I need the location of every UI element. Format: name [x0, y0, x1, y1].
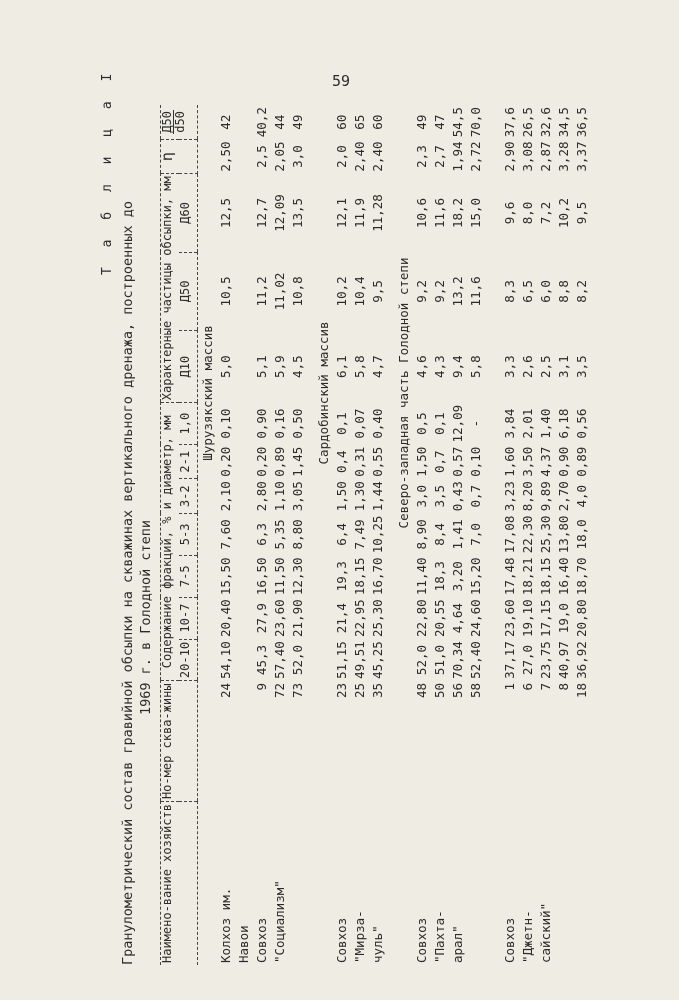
value-cell: 7,2: [537, 201, 553, 225]
value-cell: 11,28: [369, 194, 385, 232]
farm-cell: "Пахта-: [431, 910, 447, 963]
value-cell: 1,40: [537, 408, 553, 439]
value-cell: 20,55: [431, 599, 447, 637]
value-cell: 3,3: [501, 355, 517, 378]
value-cell: 0,50: [289, 408, 305, 439]
value-cell: 54,5: [449, 107, 465, 138]
section-header-row: [198, 105, 217, 965]
value-cell: 26,5: [519, 107, 535, 138]
value-cell: 0,40: [369, 408, 385, 439]
value-cell: 0,10: [217, 408, 233, 439]
header-fraction-col: 10-7: [179, 597, 198, 639]
value-cell: 15,0: [467, 197, 483, 229]
farm-cell: Совхоз: [501, 917, 517, 963]
header-fraction-col: 20-10: [179, 639, 198, 681]
value-cell: 10,5: [217, 276, 233, 307]
value-cell: 3,28: [555, 141, 571, 172]
value-cell: 18,15: [351, 557, 367, 596]
value-cell: [234, 444, 252, 478]
well-cell: 1: [501, 682, 517, 691]
well-cell: 24: [217, 682, 233, 699]
value-cell: 60: [333, 114, 349, 130]
value-cell: 54,10: [217, 641, 233, 679]
value-cell: 37,17: [501, 641, 517, 679]
value-cell: [234, 555, 252, 597]
value-cell: 6,4: [333, 523, 349, 546]
value-cell: 3,1: [555, 355, 571, 378]
value-cell: 0,1: [333, 412, 349, 435]
farm-cell: [572, 802, 590, 965]
well-cell: 56: [449, 682, 465, 699]
value-cell: 5,35: [271, 519, 287, 550]
value-cell: 15,20: [467, 557, 483, 596]
value-cell: 3,08: [519, 141, 535, 172]
header-particle-col: Д50: [179, 252, 198, 330]
farm-cell: Совхоз: [253, 917, 269, 963]
value-cell: 0,16: [271, 408, 287, 439]
table-row: [466, 105, 484, 965]
value-cell: 17,08: [501, 515, 517, 554]
value-cell: 27,9: [253, 603, 269, 634]
farm-cell: [554, 802, 572, 965]
value-cell: 2,50: [217, 141, 233, 172]
value-cell: 4,3: [431, 355, 447, 378]
farm-cell: Совхоз: [413, 917, 429, 963]
value-cell: 18,3: [431, 561, 447, 592]
value-cell: 1,60: [501, 446, 517, 477]
value-cell: 40,97: [555, 641, 571, 679]
value-cell: 19,3: [333, 561, 349, 592]
value-cell: 12,7: [253, 197, 269, 229]
value-cell: 18,0: [573, 519, 589, 550]
value-cell: 22,80: [413, 599, 429, 637]
header-ratio: [161, 105, 198, 139]
value-cell: 0,55: [369, 446, 385, 477]
value-cell: [234, 639, 252, 681]
value-cell: 2,3: [413, 145, 429, 168]
value-cell: 2,01: [519, 408, 535, 439]
value-cell: 45,25: [369, 641, 385, 679]
value-cell: 40,2: [253, 107, 269, 138]
value-cell: 5,0: [217, 355, 233, 378]
value-cell: 9,4: [449, 355, 465, 378]
value-cell: 25,30: [537, 515, 553, 554]
value-cell: 9,2: [431, 280, 447, 303]
value-cell: 9,89: [537, 481, 553, 512]
value-cell: 8,8: [555, 280, 571, 303]
value-cell: 10,2: [333, 276, 349, 307]
well-cell: 72: [271, 682, 287, 699]
well-cell: 6: [519, 682, 535, 691]
header-well: Но-мер сква-жины: [161, 681, 198, 802]
value-cell: 6,5: [519, 280, 535, 303]
value-cell: 8,4: [431, 523, 447, 546]
value-cell: 12,30: [289, 557, 305, 596]
value-cell: 51,0: [431, 644, 447, 676]
header-eta: η: [161, 139, 198, 173]
well-cell: 8: [555, 682, 571, 691]
header-fraction-col: 1,0: [179, 403, 198, 445]
well-cell: 50: [431, 682, 447, 699]
value-cell: 24,60: [467, 599, 483, 637]
section-title: Шурузякский массив: [199, 325, 215, 461]
value-cell: 2,70: [555, 481, 571, 512]
value-cell: 8,80: [289, 519, 305, 550]
value-cell: 49: [289, 114, 305, 130]
value-cell: 42: [217, 114, 233, 130]
value-cell: 17,48: [501, 557, 517, 596]
value-cell: 27,0: [519, 644, 535, 676]
value-cell: 3,23: [501, 481, 517, 512]
granulometry-table: [160, 105, 598, 965]
value-cell: 3,5: [431, 484, 447, 508]
well-cell: 18: [573, 682, 589, 699]
farm-cell: [466, 802, 484, 965]
value-cell: 12,09: [271, 194, 287, 232]
value-cell: 52,0: [413, 644, 429, 676]
value-cell: 1,94: [449, 141, 465, 172]
value-cell: 11,2: [253, 276, 269, 307]
table-row: [234, 105, 252, 965]
table-row: [536, 105, 554, 965]
value-cell: 18,21: [519, 557, 535, 596]
section-gap: [492, 105, 500, 965]
value-cell: 8,0: [519, 201, 535, 225]
farm-cell: "Джетн-: [519, 910, 535, 963]
value-cell: 51,15: [333, 641, 349, 679]
farm-cell: [288, 802, 306, 965]
value-cell: 52,40: [467, 641, 483, 679]
value-cell: 3,84: [501, 408, 517, 439]
value-cell: 19,10: [519, 599, 535, 637]
value-cell: 6,1: [333, 355, 349, 378]
value-cell: 3,0: [289, 145, 305, 168]
value-cell: 2,90: [501, 141, 517, 172]
value-cell: 70,0: [467, 107, 483, 138]
value-cell: 0,07: [351, 408, 367, 439]
value-cell: 11,50: [271, 557, 287, 596]
value-cell: 1,41: [449, 519, 465, 550]
value-cell: 25,30: [369, 599, 385, 637]
value-cell: 12,09: [449, 404, 465, 443]
value-cell: 8,3: [501, 280, 517, 303]
section-header-row: [394, 105, 412, 965]
table-row: [216, 105, 234, 965]
value-cell: [234, 331, 252, 403]
value-cell: 18,2: [449, 197, 465, 229]
value-cell: 1,10: [271, 481, 287, 512]
value-cell: 0,90: [555, 446, 571, 477]
farm-cell: арал": [449, 925, 465, 963]
value-cell: 0,90: [253, 408, 269, 439]
value-cell: 3,37: [573, 141, 589, 172]
value-cell: 11,40: [413, 557, 429, 596]
value-cell: [234, 252, 252, 330]
value-cell: 21,4: [333, 603, 349, 634]
header-fraction-col: 3-2: [179, 479, 198, 513]
value-cell: [234, 105, 252, 139]
well-cell: 73: [289, 682, 305, 699]
section-gap: [306, 105, 314, 965]
value-cell: [234, 597, 252, 639]
section-gap: [386, 105, 394, 965]
value-cell: 10,2: [555, 197, 571, 229]
value-cell: 10,4: [351, 276, 367, 307]
value-cell: 17,15: [537, 599, 553, 637]
farm-cell: Навои: [235, 925, 251, 963]
value-cell: 10,25: [369, 515, 385, 554]
value-cell: 9,5: [573, 201, 589, 225]
table-row: [572, 105, 590, 965]
value-cell: 34,5: [555, 107, 571, 138]
table-row: [350, 105, 368, 965]
value-cell: 5,9: [271, 355, 287, 378]
header-particle-col: Д60: [179, 174, 198, 252]
value-cell: 0,56: [573, 408, 589, 439]
value-cell: 37,6: [501, 107, 517, 138]
value-cell: 57,40: [271, 641, 287, 679]
well-cell: 9: [253, 682, 269, 691]
value-cell: 0,4: [333, 450, 349, 474]
value-cell: 20,80: [573, 599, 589, 637]
table-row: [518, 105, 536, 965]
value-cell: 4,37: [537, 446, 553, 477]
table-row: [500, 105, 518, 965]
value-cell: 8,20: [519, 481, 535, 512]
value-cell: 2,40: [351, 141, 367, 172]
value-cell: 22,30: [519, 515, 535, 554]
value-cell: 49: [413, 114, 429, 130]
table-row: [412, 105, 430, 965]
farm-cell: чуль": [369, 925, 385, 963]
value-cell: 8,2: [573, 280, 589, 303]
section-gap: [590, 105, 598, 965]
table-row: [554, 105, 572, 965]
value-cell: 1,45: [289, 446, 305, 477]
value-cell: 13,5: [289, 197, 305, 229]
value-cell: 47: [431, 114, 447, 130]
value-cell: 9,5: [369, 280, 385, 303]
value-cell: 0,57: [449, 446, 465, 477]
section-gap: [484, 105, 492, 965]
table-row: [448, 105, 466, 965]
value-cell: 21,90: [289, 599, 305, 637]
value-cell: 7,49: [351, 519, 367, 550]
page-number: 59: [332, 72, 351, 90]
value-cell: 5,8: [467, 355, 483, 378]
value-cell: 16,70: [369, 557, 385, 596]
value-cell: 11,6: [467, 276, 483, 307]
value-cell: 0,7: [431, 450, 447, 474]
well-cell: 7: [537, 682, 553, 691]
ratio-denominator: d50: [173, 111, 187, 133]
value-cell: 2,10: [217, 481, 233, 512]
value-cell: 1,50: [333, 481, 349, 512]
well-cell: 35: [369, 682, 385, 699]
value-cell: [234, 139, 252, 173]
value-cell: 3,50: [519, 446, 535, 477]
farm-cell: сайский": [537, 902, 553, 963]
table-row: [252, 105, 270, 965]
value-cell: 15,50: [217, 557, 233, 596]
value-cell: 3,05: [289, 481, 305, 512]
value-cell: 18,70: [573, 557, 589, 596]
value-cell: 4,0: [573, 484, 589, 508]
farm-cell: "Социализм": [271, 880, 287, 963]
table-row: [368, 105, 386, 965]
value-cell: 9,6: [501, 201, 517, 225]
table-row: [270, 105, 288, 965]
well-cell: 25: [351, 682, 367, 699]
value-cell: 0,89: [271, 446, 287, 477]
ratio-numerator: Д50: [160, 111, 174, 133]
well-cell: 23: [333, 682, 349, 699]
value-cell: 0,7: [467, 484, 483, 508]
value-cell: 6,0: [537, 280, 553, 303]
value-cell: 0,5: [413, 412, 429, 435]
value-cell: [234, 479, 252, 513]
value-cell: 11,02: [271, 272, 287, 311]
value-cell: 2,80: [253, 481, 269, 512]
value-cell: 8,90: [413, 519, 429, 550]
value-cell: 6,3: [253, 523, 269, 546]
value-cell: 1,30: [351, 481, 367, 512]
value-cell: 13,80: [555, 515, 571, 554]
value-cell: 19,0: [555, 603, 571, 634]
table-label: Т а б л и ц а I: [100, 67, 115, 275]
value-cell: 65: [351, 114, 367, 130]
value-cell: 16,40: [555, 557, 571, 596]
value-cell: 6,18: [555, 408, 571, 439]
value-cell: 3,20: [449, 561, 465, 592]
value-cell: 10,6: [413, 197, 429, 229]
value-cell: 2,5: [253, 145, 269, 168]
value-cell: [234, 513, 252, 555]
value-cell: 49,51: [351, 641, 367, 679]
value-cell: 32,6: [537, 107, 553, 138]
value-cell: 5,1: [253, 355, 269, 378]
value-cell: 23,60: [501, 599, 517, 637]
header-farm: Наимено-вание хозяйств: [161, 802, 198, 965]
header-particle-col: Д10: [179, 331, 198, 403]
header-fractions-group: Содержание фракций, % и диаметр, мм: [161, 403, 180, 681]
value-cell: 0,10: [467, 446, 483, 477]
value-cell: 36,5: [573, 107, 589, 138]
value-cell: -: [467, 419, 483, 428]
table-title-line1: Гранулометрический состав гравийной обсыпки на скважинах вертикального дренажа, построенных до: [120, 200, 136, 965]
value-cell: 4,7: [369, 355, 385, 378]
value-cell: 4,5: [289, 355, 305, 378]
table-title-line2: 1969 г. в Голодной степи: [138, 519, 154, 715]
value-cell: 18,15: [537, 557, 553, 596]
table-row: [332, 105, 350, 965]
value-cell: 2,72: [467, 141, 483, 172]
value-cell: 52,0: [289, 644, 305, 676]
section-header-row: [314, 105, 332, 965]
value-cell: 1,44: [369, 481, 385, 512]
value-cell: 2,40: [369, 141, 385, 172]
value-cell: 10,8: [289, 276, 305, 307]
well-cell: 58: [467, 682, 483, 699]
value-cell: 2,0: [333, 145, 349, 168]
value-cell: 2,7: [431, 145, 447, 168]
farm-cell: Совхоз: [333, 917, 349, 963]
well-cell: [234, 681, 252, 802]
value-cell: 2,87: [537, 141, 553, 172]
value-cell: 3,0: [413, 484, 429, 508]
value-cell: 44: [271, 114, 287, 130]
value-cell: 23,60: [271, 599, 287, 637]
value-cell: 22,95: [351, 599, 367, 637]
value-cell: [234, 403, 252, 445]
farm-cell: "Мирза-: [351, 910, 367, 963]
value-cell: 12,1: [333, 197, 349, 229]
value-cell: 3,5: [573, 355, 589, 378]
value-cell: 5,8: [351, 355, 367, 378]
farm-cell: Колхоз им.: [217, 887, 233, 963]
value-cell: 2,6: [519, 355, 535, 378]
value-cell: 60: [369, 114, 385, 130]
value-cell: 16,50: [253, 557, 269, 596]
header-fraction-col: 5-3: [179, 513, 198, 555]
table-row: [430, 105, 448, 965]
value-cell: 1,50: [413, 446, 429, 477]
value-cell: 20,40: [217, 599, 233, 637]
value-cell: 2,5: [537, 355, 553, 378]
value-cell: 23,75: [537, 641, 553, 679]
well-cell: 48: [413, 682, 429, 699]
value-cell: 2,05: [271, 141, 287, 172]
value-cell: 4,64: [449, 603, 465, 634]
value-cell: 0,20: [253, 446, 269, 477]
value-cell: 12,5: [217, 197, 233, 229]
table-row: [288, 105, 306, 965]
value-cell: 4,6: [413, 355, 429, 378]
value-cell: 70,34: [449, 641, 465, 679]
value-cell: 9,2: [413, 280, 429, 303]
rotated-table-page: [100, 67, 660, 965]
value-cell: 7,0: [467, 523, 483, 546]
header-particles-group: Характерные частицы обсыпки, мм: [161, 174, 180, 403]
value-cell: 0,31: [351, 446, 367, 477]
value-cell: 7,60: [217, 519, 233, 550]
value-cell: 0,43: [449, 481, 465, 512]
value-cell: 45,3: [253, 644, 269, 676]
value-cell: 11,9: [351, 197, 367, 229]
value-cell: [234, 174, 252, 252]
header-fraction-col: 7-5: [179, 555, 198, 597]
value-cell: 0,89: [573, 446, 589, 477]
value-cell: 13,2: [449, 276, 465, 307]
value-cell: 0,1: [431, 412, 447, 435]
section-title: Сардобинский массив: [315, 321, 331, 465]
header-fraction-col: 2-1: [179, 444, 198, 478]
section-title: Северо-западная часть Голодной степи: [395, 257, 411, 529]
value-cell: 36,92: [573, 641, 589, 679]
value-cell: 11,6: [431, 197, 447, 229]
value-cell: 0,20: [217, 446, 233, 477]
